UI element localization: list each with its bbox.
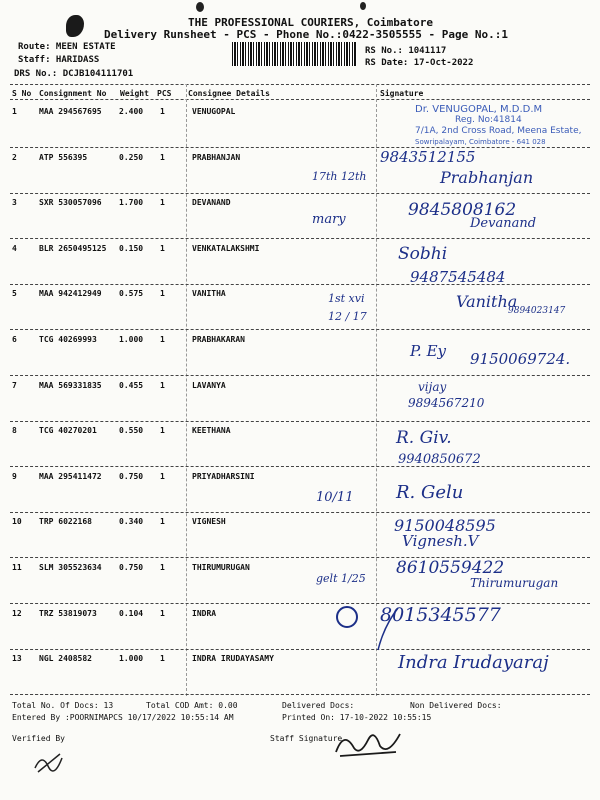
row-rule (10, 238, 590, 239)
row-consignee: DEVANAND (192, 198, 231, 207)
row-weight: 0.750 (119, 563, 144, 572)
row-weight: 1.000 (119, 654, 144, 663)
col-consignment: Consignment No (39, 89, 107, 98)
header-rule-bottom (10, 99, 590, 100)
row-rule (10, 466, 590, 467)
row-sno: 1 (12, 107, 17, 116)
handwritten-note: 1st xvi (328, 292, 365, 305)
row-consignment: SXR 530057096 (39, 198, 102, 207)
row-sno: 6 (12, 335, 17, 344)
printed-on: Printed On: 17-10-2022 10:55:15 (282, 713, 432, 722)
handwritten-note: 10/11 (316, 490, 354, 505)
row-consignment: MAA 294567695 (39, 107, 102, 116)
row-consignment: NGL 2408582 (39, 654, 92, 663)
row-sno: 12 (12, 609, 22, 618)
staff-signature-mark (330, 722, 410, 762)
handwritten-signature: Devanand (470, 216, 537, 231)
handwritten-signature: P. Ey (410, 342, 447, 360)
delivered-docs: Delivered Docs: (282, 701, 355, 710)
handwritten-note: 17th 12th (312, 170, 367, 183)
company-title: THE PROFESSIONAL COURIERS, Coimbatore (188, 16, 434, 29)
col-weight: Weight (120, 89, 149, 98)
row-consignee: VENKATALAKSHMI (192, 244, 260, 253)
paper-tear-mark (66, 15, 84, 37)
rs-number: RS No.: 1041117 (365, 46, 447, 56)
verifier-signature-mark (30, 748, 70, 776)
handwritten-phone: 9845808162 (408, 200, 517, 220)
runsheet-subtitle: Delivery Runsheet - PCS - Phone No.:0422-3505555 - Page No.:1 (104, 28, 508, 41)
col-consignee: Consignee Details (188, 89, 270, 98)
row-weight: 0.455 (119, 381, 144, 390)
handwritten-phone: 9894567210 (408, 396, 485, 410)
row-consignment: TRZ 53819073 (39, 609, 97, 618)
row-consignment: MAA 942412949 (39, 289, 102, 298)
row-consignment: MAA 569331835 (39, 381, 102, 390)
row-consignment: BLR 2650495125 (39, 244, 107, 253)
handwritten-signature: vijay (418, 380, 447, 394)
route-label: Route: MEEN ESTATE (18, 42, 116, 52)
total-cod: Total COD Amt: 0.00 (146, 701, 238, 710)
handwritten-phone: 8610559422 (396, 558, 505, 578)
row-consignment: SLM 305523634 (39, 563, 102, 572)
row-pcs: 1 (160, 563, 165, 572)
row-pcs: 1 (160, 244, 165, 253)
row-consignment: MAA 295411472 (39, 472, 102, 481)
row-weight: 0.550 (119, 426, 144, 435)
drs-number: DRS No.: DCJB104111701 (14, 69, 134, 79)
table-row (0, 605, 600, 650)
row-sno: 2 (12, 153, 17, 162)
table-row (0, 240, 600, 285)
row-pcs: 1 (160, 289, 165, 298)
handwritten-signature: Vignesh.V (402, 532, 479, 550)
row-sno: 8 (12, 426, 17, 435)
handwritten-note: gelt 1/25 (316, 572, 366, 585)
handwritten-signature: mary (312, 212, 346, 227)
row-consignee: VANITHA (192, 289, 226, 298)
row-weight: 1.700 (119, 198, 144, 207)
handwritten-phone: 9150069724. (470, 350, 571, 368)
paper-punch-mark (360, 2, 366, 10)
stamp-line: 7/1A, 2nd Cross Road, Meena Estate, (415, 126, 582, 136)
row-consignee: PRIYADHARSINI (192, 472, 255, 481)
row-consignee: THIRUMURUGAN (192, 563, 250, 572)
non-delivered-docs: Non Delivered Docs: (410, 701, 502, 710)
handwritten-phone: 9940850672 (398, 452, 481, 467)
row-sno: 7 (12, 381, 17, 390)
row-pcs: 1 (160, 107, 165, 116)
col-signature: Signature (380, 89, 424, 98)
row-consignee: VIGNESH (192, 517, 226, 526)
handwritten-signature: Prabhanjan (440, 168, 534, 187)
handwritten-phone: 9894023147 (508, 306, 566, 316)
row-sno: 5 (12, 289, 17, 298)
col-sno: S No (12, 89, 32, 98)
row-weight: 1.000 (119, 335, 144, 344)
col-pcs: PCS (157, 89, 172, 98)
table-row (0, 377, 600, 422)
row-sno: 11 (12, 563, 22, 572)
paper-punch-mark (196, 2, 204, 12)
table-row (0, 513, 600, 558)
row-sno: 13 (12, 654, 22, 663)
verified-by: Verified By (12, 734, 65, 743)
row-consignee: LAVANYA (192, 381, 226, 390)
handwritten-stroke (374, 606, 404, 652)
row-consignee: PRABHANJAN (192, 153, 241, 162)
row-pcs: 1 (160, 335, 165, 344)
handwritten-phone: 9487545484 (410, 268, 506, 286)
row-consignment: ATP 556395 (39, 153, 88, 162)
total-docs: Total No. Of Docs: 13 (12, 701, 114, 710)
row-consignment: TRP 6022168 (39, 517, 92, 526)
row-weight: 0.104 (119, 609, 144, 618)
row-rule (10, 329, 590, 330)
row-pcs: 1 (160, 654, 165, 663)
row-pcs: 1 (160, 381, 165, 390)
row-sno: 3 (12, 198, 17, 207)
row-consignee: VENUGOPAL (192, 107, 236, 116)
row-sno: 10 (12, 517, 22, 526)
row-consignee: KEETHANA (192, 426, 231, 435)
row-consignment: TCG 40270201 (39, 426, 97, 435)
staff-label: Staff: HARIDASS (18, 55, 100, 65)
row-consignee: PRABHAKARAN (192, 335, 245, 344)
row-weight: 0.340 (119, 517, 144, 526)
row-weight: 2.400 (119, 107, 144, 116)
row-weight: 0.575 (119, 289, 144, 298)
doctor-stamp (415, 104, 595, 150)
handwritten-phone: 9843512155 (380, 148, 476, 166)
handwritten-signature: R. Giv. (396, 428, 452, 448)
row-weight: 0.250 (119, 153, 144, 162)
rs-date: RS Date: 17-Oct-2022 (365, 58, 474, 68)
footer-rule (10, 694, 590, 695)
handwritten-signature: Indra Irudayaraj (398, 652, 549, 673)
row-sno: 4 (12, 244, 17, 253)
row-rule (10, 375, 590, 376)
handwritten-circle-mark (336, 606, 358, 628)
handwritten-signature: Sobhi (398, 244, 448, 264)
row-rule (10, 603, 590, 604)
row-pcs: 1 (160, 198, 165, 207)
handwritten-phone: 8015345577 (380, 604, 501, 626)
row-consignment: TCG 40269993 (39, 335, 97, 344)
row-pcs: 1 (160, 153, 165, 162)
staff-signature-label: Staff Signature (270, 734, 343, 743)
handwritten-signature: Thirumurugan (470, 576, 559, 590)
stamp-line: Sowripalayam, Coimbatore - 641 028 (415, 138, 546, 146)
row-sno: 9 (12, 472, 17, 481)
handwritten-signature: R. Gelu (396, 482, 464, 503)
handwritten-signature: Vanitha (456, 292, 518, 311)
handwritten-note: 12 / 17 (328, 310, 367, 323)
entered-by: Entered By :POORNIMAPCS 10/17/2022 10:55:14 AM (12, 713, 234, 722)
row-weight: 0.150 (119, 244, 144, 253)
stamp-line: Reg. No:41814 (455, 115, 522, 125)
row-pcs: 1 (160, 609, 165, 618)
table-row (0, 468, 600, 513)
row-consignee: INDRA IRUDAYASAMY (192, 654, 274, 663)
barcode-image (232, 42, 357, 66)
header-rule-top (10, 84, 590, 85)
row-pcs: 1 (160, 426, 165, 435)
row-consignee: INDRA (192, 609, 217, 618)
handwritten-phone: 9150048595 (394, 516, 496, 535)
row-pcs: 1 (160, 517, 165, 526)
table-row (0, 422, 600, 467)
row-pcs: 1 (160, 472, 165, 481)
row-weight: 0.750 (119, 472, 144, 481)
stamp-line: Dr. VENUGOPAL, M.D.D.M (415, 104, 543, 115)
